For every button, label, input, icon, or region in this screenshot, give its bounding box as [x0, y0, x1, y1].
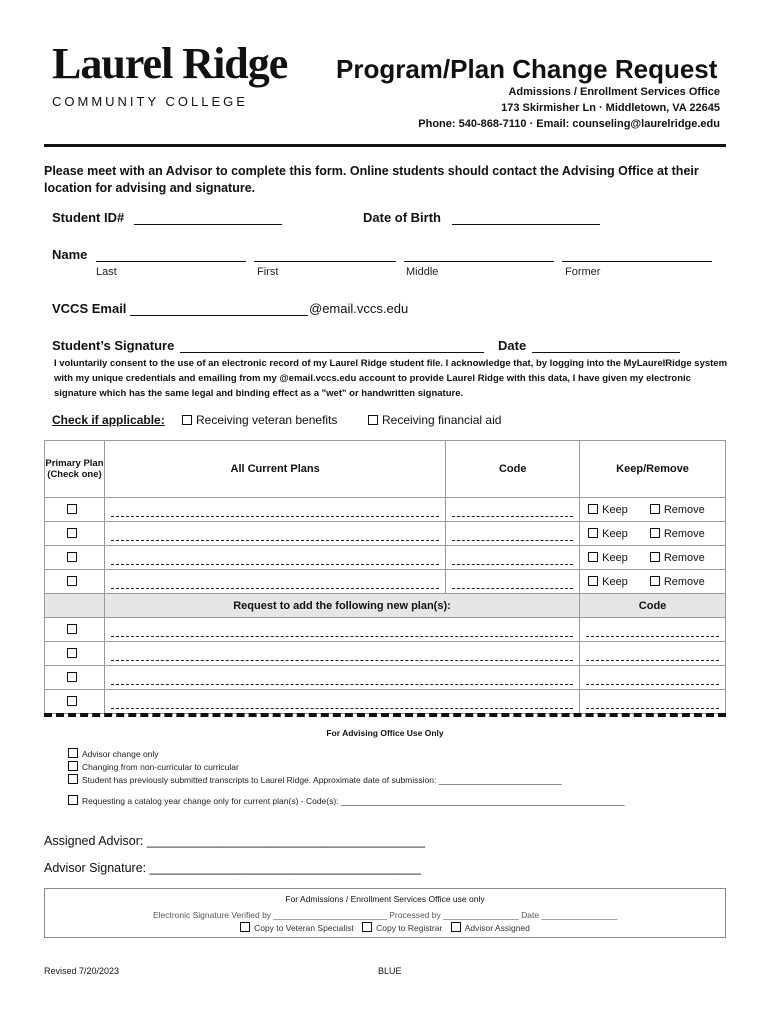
advising-title: For Advising Office Use Only: [326, 728, 444, 738]
keep-checkbox[interactable]: Keep: [588, 504, 628, 516]
new-plan-field[interactable]: [104, 642, 579, 666]
code-field[interactable]: [446, 522, 580, 546]
assigned-advisor-field[interactable]: Assigned Advisor: ________________________________________: [44, 834, 425, 848]
advisor-assigned-checkbox[interactable]: Advisor Assigned: [451, 923, 530, 933]
new-code-field[interactable]: [580, 618, 726, 642]
form-color: BLUE: [378, 966, 402, 976]
request-code-header: Code: [580, 594, 726, 618]
new-code-field[interactable]: [580, 690, 726, 714]
code-field[interactable]: [446, 570, 580, 594]
office-name: Admissions / Enrollment Services Office: [508, 86, 720, 98]
name-label: Name: [52, 247, 88, 262]
new-plan-row: [45, 666, 726, 690]
remove-checkbox[interactable]: Remove: [650, 504, 705, 516]
keep-remove-cell: [580, 570, 726, 594]
new-plan-checkbox[interactable]: [45, 690, 105, 714]
current-plan-row: [45, 570, 726, 594]
admissions-checkboxes: [45, 922, 725, 933]
remove-checkbox[interactable]: Remove: [650, 576, 705, 588]
keep-checkbox[interactable]: Keep: [588, 552, 628, 564]
remove-checkbox[interactable]: Remove: [650, 528, 705, 540]
keep-checkbox[interactable]: Keep: [588, 528, 628, 540]
veteran-checkbox[interactable]: [182, 413, 337, 427]
office-contact: Phone: 540-868-7110 · Email: counseling@laurelridge.edu: [418, 118, 720, 130]
plan-field[interactable]: [104, 546, 445, 570]
remove-checkbox[interactable]: Remove: [650, 552, 705, 564]
new-plan-field[interactable]: [104, 690, 579, 714]
keep-checkbox[interactable]: Keep: [588, 576, 628, 588]
consent-text: I voluntarily consent to the use of an electronic record of my Laurel Ridge student file. I acknowledge that, by logging into the MyLaurelRidge system with my unique credentials and emailing from my @email.vccs.edu account to provide Laurel Ridge with this data, I have given my electronic signature which has the same legal and binding effect as a "wet" or handwritten signature.: [54, 358, 728, 399]
header-rule: [44, 144, 726, 147]
new-plan-row: [45, 618, 726, 642]
copy-vet-checkbox[interactable]: Copy to Veteran Specialist: [240, 923, 354, 933]
email-suffix: @email.vccs.edu: [309, 301, 409, 316]
new-plan-checkbox[interactable]: [45, 642, 105, 666]
first-name-caption: First: [257, 266, 279, 278]
admissions-verified-line[interactable]: Electronic Signature Verified by ________________________ Processed by ________________ Date ________________: [152, 910, 618, 920]
current-plan-row: [45, 522, 726, 546]
email-label: VCCS Email: [52, 301, 127, 316]
code-field[interactable]: [446, 498, 580, 522]
primary-checkbox[interactable]: [45, 522, 105, 546]
new-plan-row: [45, 690, 726, 714]
catalog-change-item[interactable]: Requesting a catalog year change only for current plan(s) - Code(s): ____________________________________________________________: [68, 795, 625, 806]
plans-table: [44, 440, 726, 714]
primary-checkbox[interactable]: [45, 498, 105, 522]
new-code-field[interactable]: [580, 666, 726, 690]
admissions-box: [44, 888, 726, 938]
revised-date: Revised 7/20/2023: [44, 966, 120, 976]
intro-text: Please meet with an Advisor to complete this form. Online students should contact the Advising Office at their location for advising and signature.: [44, 164, 699, 195]
plan-field[interactable]: [104, 522, 445, 546]
request-header-row: [45, 594, 726, 618]
primary-checkbox[interactable]: [45, 570, 105, 594]
financial-aid-checkbox[interactable]: [368, 413, 501, 427]
email-field[interactable]: [130, 315, 308, 316]
keep-remove-header: Keep/Remove: [580, 441, 726, 498]
current-plan-row: [45, 546, 726, 570]
advising-item[interactable]: Student has previously submitted transcripts to Laurel Ridge. Approximate date of submission: __________________________: [68, 774, 562, 785]
new-plan-row: [45, 642, 726, 666]
dob-label: Date of Birth: [363, 210, 441, 225]
new-plan-checkbox[interactable]: [45, 666, 105, 690]
new-plan-field[interactable]: [104, 618, 579, 642]
signature-field[interactable]: [180, 352, 484, 353]
former-name-caption: Former: [565, 266, 601, 278]
new-code-field[interactable]: [580, 642, 726, 666]
keep-remove-cell: [580, 546, 726, 570]
middle-name-caption: Middle: [406, 266, 439, 278]
checkbox-icon: [368, 415, 378, 425]
office-address: 173 Skirmisher Ln · Middletown, VA 22645: [501, 102, 720, 114]
keep-remove-cell: [580, 522, 726, 546]
primary-plan-header: Primary Plan (Check one): [45, 441, 105, 498]
last-name-caption: Last: [96, 266, 117, 278]
advising-item[interactable]: Changing from non-curricular to curricular: [68, 761, 239, 772]
signature-date-label: Date: [498, 338, 527, 353]
first-name-field[interactable]: [254, 261, 396, 262]
signature-date-field[interactable]: [532, 352, 680, 353]
student-id-label: Student ID#: [52, 210, 125, 225]
logo-subtitle: COMMUNITY COLLEGE: [52, 94, 248, 109]
new-plan-field[interactable]: [104, 666, 579, 690]
admissions-title: For Admissions / Enrollment Services Office use only: [285, 894, 485, 904]
financial-aid-label: Receiving financial aid: [382, 413, 502, 427]
request-header: Request to add the following new plan(s):: [104, 594, 579, 618]
signature-label: Student’s Signature: [52, 338, 175, 353]
veteran-label: Receiving veteran benefits: [196, 413, 338, 427]
current-plan-row: [45, 498, 726, 522]
advisor-signature-field[interactable]: Advisor Signature: _______________________________________: [44, 861, 421, 875]
logo-wordmark: Laurel Ridge: [52, 39, 288, 88]
advising-item[interactable]: Advisor change only: [68, 748, 159, 759]
code-field[interactable]: [446, 546, 580, 570]
current-plans-header: All Current Plans: [104, 441, 445, 498]
keep-remove-cell: [580, 498, 726, 522]
check-label: Check if applicable:: [52, 413, 165, 427]
last-name-field[interactable]: [96, 261, 246, 262]
new-plan-checkbox[interactable]: [45, 618, 105, 642]
dob-field[interactable]: [452, 224, 600, 225]
section-divider: [44, 713, 726, 717]
form-title: Program/Plan Change Request: [336, 54, 718, 84]
plan-field[interactable]: [104, 570, 445, 594]
code-header: Code: [446, 441, 580, 498]
primary-checkbox[interactable]: [45, 546, 105, 570]
checkbox-icon: [182, 415, 192, 425]
middle-name-field[interactable]: [404, 261, 554, 262]
copy-registrar-checkbox[interactable]: Copy to Registrar: [362, 923, 442, 933]
former-name-field[interactable]: [562, 261, 712, 262]
plan-field[interactable]: [104, 498, 445, 522]
student-id-field[interactable]: [134, 224, 282, 225]
